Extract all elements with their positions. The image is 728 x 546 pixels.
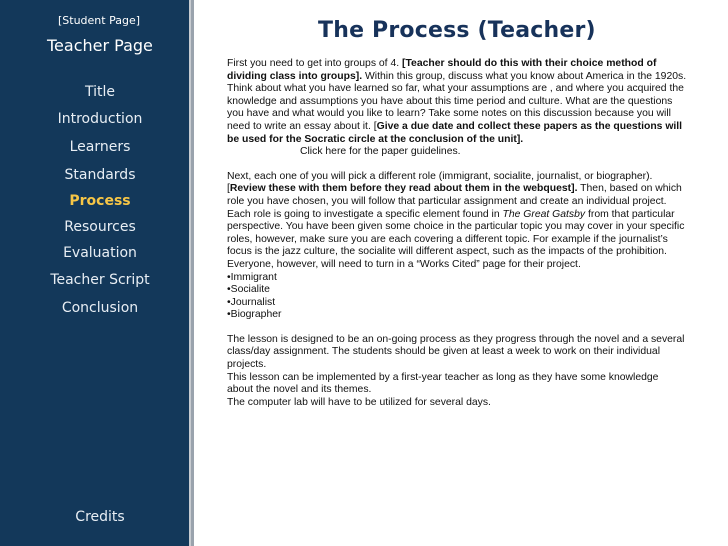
nav-item-introduction[interactable]: Introduction [57, 111, 143, 127]
nav-item-standards[interactable]: Standards [64, 167, 136, 183]
paragraph-roles [227, 171, 687, 272]
student-page-link[interactable]: [Student Page] [58, 14, 141, 27]
nav-item-conclusion[interactable]: Conclusion [61, 300, 139, 316]
role-item: •Biographer [227, 309, 282, 321]
nav-item-credits[interactable]: Credits [75, 509, 125, 525]
nav-item-learners[interactable]: Learners [69, 139, 131, 155]
role-item: •Journalist [227, 296, 276, 308]
role-item: •Immigrant [227, 271, 277, 283]
teacher-note: Review these with them before they read about them in the webquest]. [229, 183, 578, 195]
teacher-note: Give a due date and collect these papers as the questions will be used for the Socratic circle at the conclusion of the unit]. [227, 120, 683, 145]
paragraph-groups [227, 58, 687, 146]
nav-item-resources[interactable]: Resources [64, 219, 136, 235]
book-title: The Great Gatsby [502, 208, 586, 220]
paragraph-first-year: This lesson can be implemented by a first-year teacher as long as they have some knowledge about the novel and its themes. [227, 371, 659, 396]
nav-item-title[interactable]: Title [84, 84, 115, 100]
paragraph-computer-lab: The computer lab will have to be utilized for several days. [227, 396, 491, 408]
nav-item-process[interactable]: Process [69, 193, 131, 209]
page-title: The Process (Teacher) [318, 18, 596, 43]
paragraph-text: First you need to get into groups of 4. [227, 58, 403, 69]
paper-guidelines-link[interactable]: Click here for the paper guidelines. [300, 146, 461, 158]
paragraph-ongoing: The lesson is designed to be an on-going process as they progress through the novel and a several class/day assignment. The students should be given at least a week to work on their individual projects. [227, 333, 685, 371]
nav-item-evaluation[interactable]: Evaluation [63, 245, 137, 261]
teacher-note: [Teacher should do this with their choice method of dividing class into groups]. [227, 58, 657, 82]
paragraph-text: Within this group, discuss what you know about America in the 1920s. Think about what you have learned so far, what your assumptions are , and where you acquired the knowledge and assumptions you have about this time period and culture. What are the questions you have and what would you like to learn? Take some notes on this discussion because you will need to write an essay about it. [ [227, 70, 687, 132]
role-item: •Socialite [227, 284, 270, 296]
nav-item-teacher-script[interactable]: Teacher Script [50, 272, 150, 288]
paragraph-text: Next, each one of you will pick a different role (immigrant, socialite, journalist, or biographer). [ [227, 170, 653, 195]
process-content [227, 58, 687, 409]
paragraph-text: from that particular perspective. You have been given some choice in the particular topic you may cover in your specific roles, however, make sure you are each covering a different topic. For example if the journalist’s focus is the jazz culture, the socialite will different aspect, such as the impacts of the prohibition. Everyone, however, will need to turn in a “Works Cited” page for their project. [227, 208, 685, 270]
sidebar [0, 0, 194, 546]
paragraph-text: Then, based on which role you have chosen, you will follow that particular assignment and create an individual project. Each role is going to investigate a specific element found in [227, 183, 682, 220]
teacher-page-heading: Teacher Page [47, 36, 153, 55]
